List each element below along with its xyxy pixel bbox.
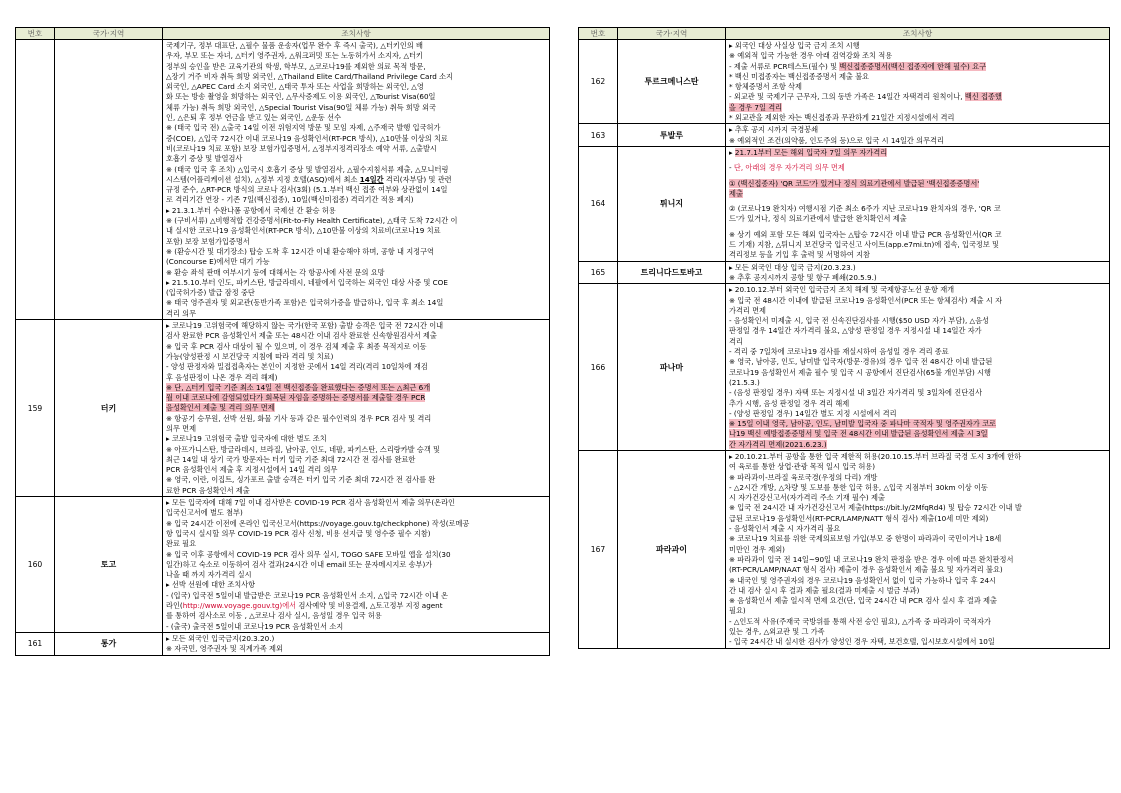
line-text: 항 입국시 실시할 의무 COVID-19 PCR 검사 신청, 비용 선지급 및 영수증 필수 지참) [166,528,431,538]
measure-line [729,524,1106,534]
measure-line [729,576,1106,586]
measure-line [729,337,1106,347]
line-text: 정부의 승인을 받은 교육기관의 학생, 학부모, △코로나19를 제외한 의료 목적 방문, [166,61,426,71]
measure-line [166,123,546,133]
country-name [55,40,163,320]
line-text: * 항체증명서 조항 삭제 [729,82,802,92]
line-text: 시 자가건강신고서(자가격리 주소 기재 필수) 제출 [729,493,885,503]
line-text: - 제출 서류로 PCR테스트(필수) 및 [729,61,840,71]
measure-line [166,216,546,226]
measure-line [729,204,1106,214]
emphasis-text: 14일간 [359,174,384,184]
row-number: 167 [579,450,618,648]
measure-line [166,309,546,319]
line-text: ▸ 코로나19 고위험국에 해당하지 않는 국가(한국 포함) 출발 승객은 입국 전 72시간 이내 [166,321,444,331]
measure-line [729,606,1106,616]
measure-line [166,352,546,362]
line-text: ※ (구비서류) △비행적합 건강증명서(Fit-to-Fly Health Certificate), △태국 도착 72시간 이 [166,216,458,226]
line-text: ※ 입국 24시간 이전에 온라인 입국신고서(https://voyage.gouv.tg/checkphone) 작성(로메공 [166,518,470,528]
measure-line [729,51,1106,61]
measure-line [729,179,1106,189]
measure-line [729,296,1106,306]
highlight-text: ① (백신접종자) 'QR 코드'가 있거나 정식 의료기관에서 발급된 '백신접종증명서' [729,178,980,188]
line-text: (Concourse E)에서만 대기 가능 [166,257,270,267]
measure-line [729,483,1106,493]
measure-line [166,445,546,455]
line-text: (RT-PCR/LAMP/NAAT 형식 검사) 제출이 경우 음성확인서 제출 불요 및 자가격리 불요) [729,565,1003,575]
line-text: ※ 파라과이 입국 전 14일~90일 내 코로나19 완치 판정을 받은 경우 이에 따른 완치판정서 [729,554,1014,564]
measure-line [166,62,546,72]
line-text: 간 내 검사 실시 후 결과 제출 필요(결과 미제출 시 벌금 부과) [729,585,920,595]
line-text: 인, △은퇴 후 정부 연금을 받고 있는 외국인, △운동 선수 [166,113,342,123]
line-text: ▸ 모든 입국자에 대해 7일 이내 검사받은 COVID-19 PCR 검사 음성확인서 제출 의무(온라인 [166,498,455,508]
table-row [16,320,550,497]
highlight-text: 백신접종증명서(백신 접종자에 한해 필수) 요구 [839,61,987,71]
line-text: 급된 코로나19 음성확인서(RT-PCR/LAMP/NATT 형식 검사) 제출(10세 미만 제외) [729,513,989,523]
line-text: ※ 입국 이후 공항에서 COVID-19 PCR 검사 의무 실시, TOGO SAFE 모바일 앱을 설치(30 [166,549,451,559]
line-text: 드 기재) 지참, △튀니지 보건당국 입국신고 사이트(app.e7mi.tn)에 접속, 입국정보 및 [729,240,1000,250]
measure-line [166,278,546,288]
measure-line [729,555,1106,565]
highlight-text: 21.7.1부터 모든 해외 입국자 7일 의무 자가격리 [734,147,888,157]
red-text: 단, 아래의 경우 자가격리 의무 면제 [733,163,845,173]
measure-line [729,41,1106,51]
measure-line [166,644,546,654]
measure-line [166,434,546,444]
measure-line [729,113,1106,123]
line-text: ▸ 코로나19 고위험국 출발 입국자에 대한 별도 조치 [166,434,327,444]
line-text: 코로나19 음성확인서 제출 필수 및 입국 시 공항에서 진단검사(65불 개인부담) 시행 [729,367,991,377]
line-text: ※ (환승시간 및 대기장소) 탑승 도착 후 12시간 이내 환승해야 하며, 공항 내 지정구역 [166,246,435,256]
measure-line [166,498,546,508]
measure-line [729,103,1106,113]
measure-line [729,399,1106,409]
line-text: ※ 입국 전 48시간 이내에 발급된 코로나19 음성확인서(PCR 또는 항체검사) 제출 시 자 [729,295,1003,305]
measure-line [166,508,546,518]
table-header-row [16,28,550,40]
measure-line [166,92,546,102]
line-text: ② (코로나19 완치자) 여행시점 기준 최소 6주가 지난 코로나19 완치자의 경우, 'QR 코 [729,204,1001,214]
line-text: (입국허가증) 발급 잠정 중단 [166,288,255,298]
line-text: 일간)하고 숙소로 이동하여 검사 결과(24시간 이내 email 또는 문자메시지로 송부)가 [166,559,433,569]
measure-line [729,368,1106,378]
line-text: ※ 입국 후 PCR 검사 대상이 될 수 있으며, 이 경우 검체 제출 후 최종 목적지로 이동 [166,341,427,351]
right-measures-table [578,27,1110,649]
measure-line [729,263,1106,273]
line-text: ※ 내국인 및 영주권자의 경우 코로나19 음성확인서 없이 입국 가능하나 입국 후 24시 [729,575,996,585]
line-text: 가격리 면제 [729,305,767,315]
measure-line [166,622,546,632]
table-row [16,40,550,320]
header-measures: 조치사항 [726,28,1110,40]
line-text: 후 음성판정이 나온 경우 격리 해제) [166,372,278,382]
table-row [579,124,1110,147]
line-text: 필요) [729,606,746,616]
measure-line [166,41,546,51]
line-text: - 외교관 및 국제기구 근무자, 그의 동반 가족은 14일간 자택격리 원칙이나, [729,92,965,102]
line-text: 시스템(어플리케이션 설치), △정부 지정 호텔(ASQ)에서 최소 [166,174,360,184]
line-text: ※ (태국 입국 후 조치) △입국시 호흡기 증상 및 발열검사, △필수지침서류 제출, △모니터링 [166,164,449,174]
line-text: 포함) 보장 보험가입증명서 [166,236,250,246]
measure-line [166,373,546,383]
measure-line [166,591,546,601]
measure-line [729,214,1106,224]
country-name: 토고 [55,497,163,633]
line-text: ※ 환승 좌석 판매 여부시기 등에 대해서는 각 항공사에 사전 문의 요망 [166,267,385,277]
line-text: 판정일 경우 14일간 자가격리 불요, △양성 판정일 경우 지정시설 내 14일간 자가 [729,326,982,336]
measure-line [166,580,546,590]
measure-line [166,113,546,123]
measures-cell [163,40,550,320]
left-table-body [16,40,550,656]
measure-line [166,342,546,352]
measures-cell [726,124,1110,147]
measure-line [729,440,1106,450]
line-text: ▸ 선박 선원에 대한 조치사항 [166,580,256,590]
measure-line [166,465,546,475]
measure-line [729,163,1106,173]
measure-line [166,529,546,539]
measure-line [729,493,1106,503]
measure-line [166,634,546,644]
measure-line [729,503,1106,513]
header-no: 번호 [579,28,618,40]
line-text: 간 자가격리 면제(2021.6.23.) [729,439,827,449]
row-number: 161 [16,632,55,655]
measure-line [166,455,546,465]
line-text: - (음성 판정일 경우) 자택 또는 지정시설 내 3일간 자가격리 및 3일차에 진단검사 [729,388,983,398]
line-text: 의무 면제 [166,423,197,433]
measure-line [729,357,1106,367]
highlight-text: 제출 [729,188,743,198]
measure-line [166,611,546,621]
line-text: 드'가 있거나, 정식 의료기관에서 발급한 완치확인서 제출 [729,214,907,224]
line-text: - (양성 판정일 경우) 14일간 별도 지정 시설에서 격리 [729,408,897,418]
line-text: 음성확인서 제출 및 격리 의무 면제 [166,403,275,413]
measure-line [166,560,546,570]
table-row [579,261,1110,284]
measure-line [729,240,1106,250]
header-measures: 조치사항 [163,28,550,40]
measure-line [166,226,546,236]
measure-line [729,347,1106,357]
country-name: 파라과이 [618,450,726,648]
line-text: 검사 완료한 PCR 음성확인서 제출 또는 48시간 이내 검사 완료한 신속항원검사서 제출 [166,331,437,341]
line-text: ※ 입국 전 24시간 내 자가건강신고서 제출(https://bit.ly/2MfqRd4) 및 탑승 72시간 이내 발 [729,503,1022,513]
measure-line [166,247,546,257]
measure-line [166,195,546,205]
row-number: 165 [579,261,618,284]
line-text: PCR 음성확인서 제출 후 지정시설에서 14일 격리 의무 [166,465,338,475]
measure-line [729,409,1106,419]
measure-line [729,452,1106,462]
measure-line [729,596,1106,606]
line-text: ※ 예외적 입국 가능한 경우 아래 검역강화 조치 적용 [729,51,893,61]
line-text-continued: 격리(자부담) 및 관련 [383,174,452,184]
measure-line [166,393,546,403]
measure-line [729,617,1106,627]
country-name: 튀니지 [618,146,726,261]
measure-line [729,92,1106,102]
line-text: - △인도적 사유(주재국 국방위를 통해 사전 승인 필요), △가족 중 파라과이 국적자가 [729,616,991,626]
line-text: * 외교관을 제외한 자는 백신접종과 무관하게 21일간 지정시설에서 격리 [729,113,955,123]
measure-line [166,550,546,560]
line-text: 추가 시행, 음성 판정일 경우 격리 해제 [729,398,850,408]
country-name: 터키 [55,320,163,497]
measure-line [166,175,546,185]
line-text: 최근 14일 내 상기 국가 방문자는 터키 입국 기준 최대 72시간 전 검사를 완료한 [166,454,416,464]
line-text: 가능(양성판정 시 보건당국 지침에 따라 격리 및 치료) [166,351,334,361]
measure-line [166,206,546,216]
measure-line [166,144,546,154]
line-text: 미만인 경우 제외) [729,544,785,554]
measure-line [729,62,1106,72]
measure-line [166,298,546,308]
measures-cell [726,284,1110,451]
measure-line [729,148,1106,158]
table-row [579,40,1110,124]
line-text: 격리정보 등을 기입 후 출력 및 서명하여 지참 [729,250,870,260]
measure-line [729,388,1106,398]
line-text: 월 이내 코로나에 감염되었다가 회복된 자임을 증명하는 증명서를 제출할 경우 PCR [166,393,426,403]
measure-line [166,383,546,393]
line-text: 있는 경우, △외교관 및 그 가족 [729,627,825,637]
line-text: - 음성확인서 미제출 시, 입국 전 신속진단검사를 시행($50 USD 자가 부담), △음성 [729,316,989,326]
country-name: 트리니다드토바고 [618,261,726,284]
line-text: ▸ 21.5.10.부터 인도, 파키스탄, 방글라데시, 네팔에서 입국하는 외국인 대상 사증 및 COE [166,277,448,287]
line-text: 로 격리기간 연장 - 기존 7일(백신접종), 10일(백신미접종) 격리기간 적용 폐지) [166,195,414,205]
measures-cell [726,146,1110,261]
line-text: ※ 단, △터키 입국 기준 최소 14일 전 백신접종을 완료했다는 증명서 또는 △최근 6개 [166,382,431,392]
measure-line [729,82,1106,92]
line-text: ※ 자국민, 영주권자 및 직계가족 제외 [166,644,283,654]
line-text: 호흡기 증상 및 발열검사 [166,154,243,164]
right-page-table [578,27,1110,649]
line-text: ※ 영국, 남아공, 인도, 남미발 입국자(방문·경유)의 경우 입국 전 48시간 이내 발급된 [729,357,993,367]
line-text: ※ 예외적인 조건(의약품, 인도주의 등)으로 입국 시 14일간 의무격리 [729,135,944,145]
table-row [579,450,1110,648]
measure-line [166,321,546,331]
table-row [579,146,1110,261]
table-row [579,284,1110,451]
measure-line [166,103,546,113]
table-row [16,497,550,633]
line-text: ※ 추후 공지시까지 공항 및 항구 폐쇄(20.5.9.) [729,272,877,282]
red-text: http://www.voyage.gouv.tg)에서 [182,601,297,611]
line-text: - [729,163,734,173]
highlight-text: 을 경우 7일 격리 [729,102,783,112]
line-text: ※ 아프가니스탄, 방글라데시, 브라질, 남아공, 인도, 네팔, 파키스탄, 스리랑카발 승객 및 [166,444,440,454]
row-number: 166 [579,284,618,451]
line-text: ※ 태국 영주권자 및 외교관(동반가족 포함)은 입국허가증을 발급하나, 입국 후 최소 14일 [166,298,444,308]
measure-line [166,288,546,298]
measures-cell [163,320,550,497]
line-text: - (출국) 출국전 5일이내 코로나19 PCR 음성확인서 소지 [166,621,344,631]
line-text: 격리 의무 [166,308,197,318]
line-text: ※ 영국, 이란, 이집트, 싱가포르 출발 승객은 터키 입국 기준 최대 72시간 전 검사를 완 [166,475,436,485]
line-text: 격리 [729,336,743,346]
header-no: 번호 [16,28,55,40]
measure-line [166,486,546,496]
header-country: 국가·지역 [618,28,726,40]
right-table-body [579,40,1110,649]
line-text: ▸ 20.10.21.부터 공항을 통한 입국 제한적 허용(20.10.15.부터 브라질 국경 도시 3개에 한하 [729,451,1022,461]
measure-line [729,627,1106,637]
country-name: 통가 [55,632,163,655]
line-text: ※ 음성확인서 제출 일시적 면제 요건(단, 입국 24시간 내 PCR 검사 실시 후 결과 제출 [729,596,997,606]
line-text: 외국인, △APEC Card 소지 외국인, △태국 투자 또는 사업을 희망하는 외국인, △영 [166,82,424,92]
country-name: 투르크메니스탄 [618,40,726,124]
measure-line [729,429,1106,439]
row-number: 164 [579,146,618,261]
line-text: ▸ [729,147,735,157]
measure-line [166,601,546,611]
measure-line [166,475,546,485]
line-text: ▸ 외국인 대상 사실상 입국 금지 조치 시행 [729,41,860,50]
line-text: 입국신고서에 별도 첨부) [166,508,243,518]
line-text: ※ 15일 이내 영국, 남아공, 인도, 남미발 입국자 중 파나마 국적자 및 영주권자가 코로 [729,419,996,429]
line-text: ▸ 추후 공지 시까지 국경봉쇄 [729,125,819,135]
measure-line [166,72,546,82]
line-text: ※ 코로나19 치료를 위한 국제의료보험 가입(부모 중 한명이 파라과이 국민이거나 18세 [729,534,1002,544]
line-text: - 격리 중 7일차에 코로나19 검사를 재실시하여 음성일 경우 격리 종료 [729,347,949,357]
line-text: - 양성 판정자와 밀접접촉자는 본인이 지정한 곳에서 14일 격리(격리 10일차에 재검 [166,362,428,372]
line-text: 우자, 부모 또는 자녀, △터키 영주권자, △워크퍼밋 또는 노동허가서 소지자, △터키 [166,51,423,61]
line-text: 국제기구, 정부 대표단, △필수 물품 운송자(업무 완수 후 즉시 출국), △터키인의 배 [166,41,423,50]
line-text: 를 통하여 검사소로 이동 , △코로나 검사 실시, 음성일 경우 입국 허용 [166,611,382,621]
measure-line [166,51,546,61]
measure-line [729,285,1106,295]
line-text: ※ 상기 예외 포함 모든 해외 입국자는 △탑승 72시간 이내 발급 PCR 음성확인서(QR 코 [729,229,1002,239]
line-text: 내 실시한 코로나19 음성확인서(RT-PCR 방식), △10만불 이상의 치료비(코로나19 치료 [166,226,441,236]
measure-line [166,570,546,580]
measure-line [166,165,546,175]
line-text: ※ 파라과이-브라질 육로국경(우정의 다리) 개방 [729,472,878,482]
measure-line [729,419,1106,429]
country-name: 파나마 [618,284,726,451]
measures-cell [163,497,550,633]
measure-line [729,326,1106,336]
line-text: 료한 PCR 음성확인서 제출 [166,485,250,495]
measure-line [729,230,1106,240]
line-text: 체류 가능) 취득 희망 외국인, △Special Tourist Visa(90일 체류 가능) 취득 희망 외국 [166,102,436,112]
line-text: 비(코로나19 치료 포함) 보장 보험가입증명서, △정부지정격리장소 예약 서류, △출발시 [166,143,437,153]
row-number: 162 [579,40,618,124]
measure-line [729,565,1106,575]
measure-line [166,539,546,549]
line-text: 규정 준수, △RT-PCR 방식의 코로나 검사(3회) (5.1.부터 백신 접종 여부와 상관없이 14일 [166,185,448,195]
line-text: - (입국) 입국전 5일이내 발급받은 코로나19 PCR 음성확인서 소지, △입국 72시간 이내 온 [166,590,448,600]
line-text: 증(COE), △입국 72시간 이내 코로나19 음성확인서(RT-PCR 방식), △10만불 이상의 치료 [166,133,448,143]
measure-line [729,514,1106,524]
line-text: - △2시간 개방, △차량 및 도보를 통한 입국 허용, △입국 지점부터 30km 이상 이동 [729,482,988,492]
measure-line [166,424,546,434]
measure-line [166,257,546,267]
line-text: ※ 항공기 승무원, 선박 선원, 화물 기사 등과 같은 필수인력의 경우 PCR 검사 및 격리 [166,413,432,423]
measure-line [729,306,1106,316]
measure-line [729,378,1106,388]
highlight-text: 백신 접종했 [964,92,1002,102]
measure-line [166,185,546,195]
row-number: 159 [16,320,55,497]
measures-cell [163,632,550,655]
measure-line [729,637,1106,647]
measure-line [166,331,546,341]
line-text: 나올 때 까지 자가격리 실시 [166,570,252,580]
measure-line [729,462,1106,472]
line-text: ▸ 20.10.12.부터 외국인 입국금지 조치 해제 및 국제항공노선 운항 재개 [729,285,955,295]
measure-line [166,362,546,372]
measure-line [729,72,1106,82]
line-text: 화 또는 방송 촬영을 희망하는 외국인, △무사증제도 이용 외국인, △Tourist Visa(60일 [166,92,436,102]
measure-line [729,125,1106,135]
line-text: - 음성확인서 제출 시 자가격리 불요 [729,524,841,534]
measure-line [729,586,1106,596]
row-number: 163 [579,124,618,147]
line-text: * 백신 미접종자는 백신접종증명서 제출 불요 [729,71,869,81]
line-text: ▸ 모든 외국인 입국금지(20.3.20.) [166,633,275,643]
table-header-row [579,28,1110,40]
measure-line [166,268,546,278]
measure-line [729,473,1106,483]
country-name: 투발루 [618,124,726,147]
line-text: - 입국 24시간 내 실시한 검사가 양성인 경우 자택, 보건호텔, 입시보호시설에서 10일 [729,637,995,647]
line-text: (21.5.3.) [729,377,760,387]
measure-line [729,316,1106,326]
line-text: ※ (태국 입국 전) △출국 14일 이전 위험지역 방문 및 모임 자제, △주재국 발행 입국허가 [166,123,441,133]
measure-line [166,134,546,144]
table-row [16,632,550,655]
measure-line [166,82,546,92]
measure-line [729,136,1106,146]
measure-line [729,189,1106,199]
measure-line [729,273,1106,283]
line-text: 나19 백신 예방접종증명서 및 입국 전 48시간 이내 발급된 음성확인서 제출 시 3일 [729,429,988,439]
measure-line [166,414,546,424]
line-text: 완료 필요 [166,539,197,549]
line-text: ▸ 21.3.1.부터 수완나폼 공항에서 국제선 간 환승 허용 [166,205,336,215]
measure-line [166,519,546,529]
measure-line [166,403,546,413]
left-measures-table [15,27,550,656]
measures-cell [726,450,1110,648]
line-text: ▸ 모든 외국인 대상 입국 금지(20.3.23.) [729,262,856,272]
row-number [16,40,55,320]
row-number: 160 [16,497,55,633]
measure-line [729,250,1106,260]
measure-line [729,545,1106,555]
header-country: 국가·지역 [55,28,163,40]
measure-line [166,237,546,247]
line-text: 라인( [166,601,183,611]
measure-line [166,154,546,164]
left-page-table [15,27,550,656]
line-text: △장기 거주 비자 취득 희망 외국인, △Thailand Elite Card/Thailand Privilege Card 소지 [166,71,453,81]
line-text: 여 육로를 통한 상업·관광 목적 일시 입국 허용) [729,462,876,472]
line-text-continued: 검사예약 및 비용결제, △토고정부 지정 agent [296,601,443,611]
measures-cell [726,40,1110,124]
measures-cell [726,261,1110,284]
measure-line [729,534,1106,544]
